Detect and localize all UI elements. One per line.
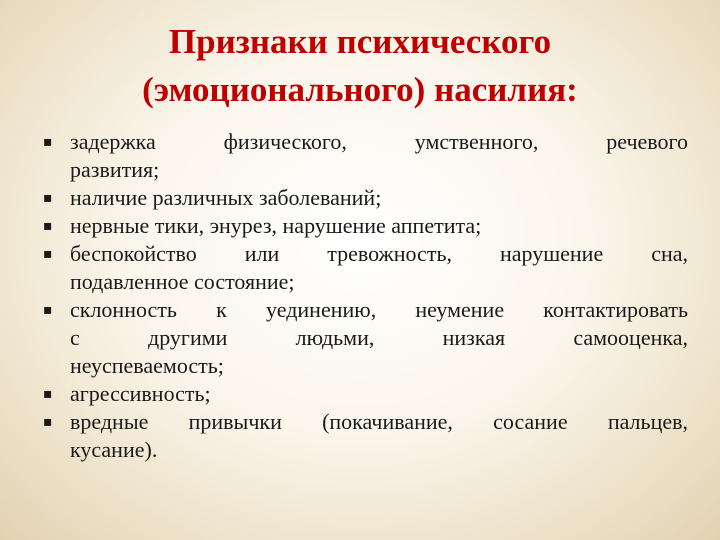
- list-item-line: наличие различных заболеваний;: [70, 185, 382, 210]
- list-item-line: вредные привычки (покачивание, сосание пальцев,: [70, 409, 688, 434]
- list-item: [40, 408, 688, 464]
- square-bullet-icon: ▪: [43, 190, 53, 206]
- square-bullet-icon: ▪: [43, 218, 53, 234]
- list-item-line: подавленное состояние;: [70, 269, 295, 294]
- list-item: [40, 184, 688, 212]
- square-bullet-icon: ▪: [43, 246, 53, 262]
- square-bullet-icon: ▪: [43, 386, 53, 402]
- slide-title: [60, 18, 660, 114]
- list-item: [40, 212, 688, 240]
- square-bullet-icon: ▪: [43, 414, 53, 430]
- list-item-line: склонность к уединению, неумение контактировать: [70, 297, 688, 322]
- list-item: [40, 240, 688, 296]
- title-line-1: Признаки психического: [168, 22, 552, 61]
- list-item: [40, 128, 688, 184]
- list-item-line: нервные тики, энурез, нарушение аппетита;: [70, 213, 482, 238]
- list-item-line: задержка физического, умственного, речевого: [70, 129, 688, 154]
- list-item: [40, 296, 688, 380]
- list-item: [40, 380, 688, 408]
- square-bullet-icon: ▪: [43, 302, 53, 318]
- square-bullet-icon: ▪: [43, 134, 53, 150]
- list-item-line: развития;: [70, 157, 160, 182]
- title-line-2: (эмоционального) насилия:: [142, 70, 578, 109]
- list-item-line: кусание).: [70, 437, 158, 462]
- list-item-line: неуспеваемость;: [70, 353, 224, 378]
- list-item-line: агрессивность;: [70, 381, 211, 406]
- list-item-line: с другими людьми, низкая самооценка,: [70, 325, 688, 350]
- list-item-line: беспокойство или тревожность, нарушение сна,: [70, 241, 688, 266]
- signs-list: [40, 128, 688, 464]
